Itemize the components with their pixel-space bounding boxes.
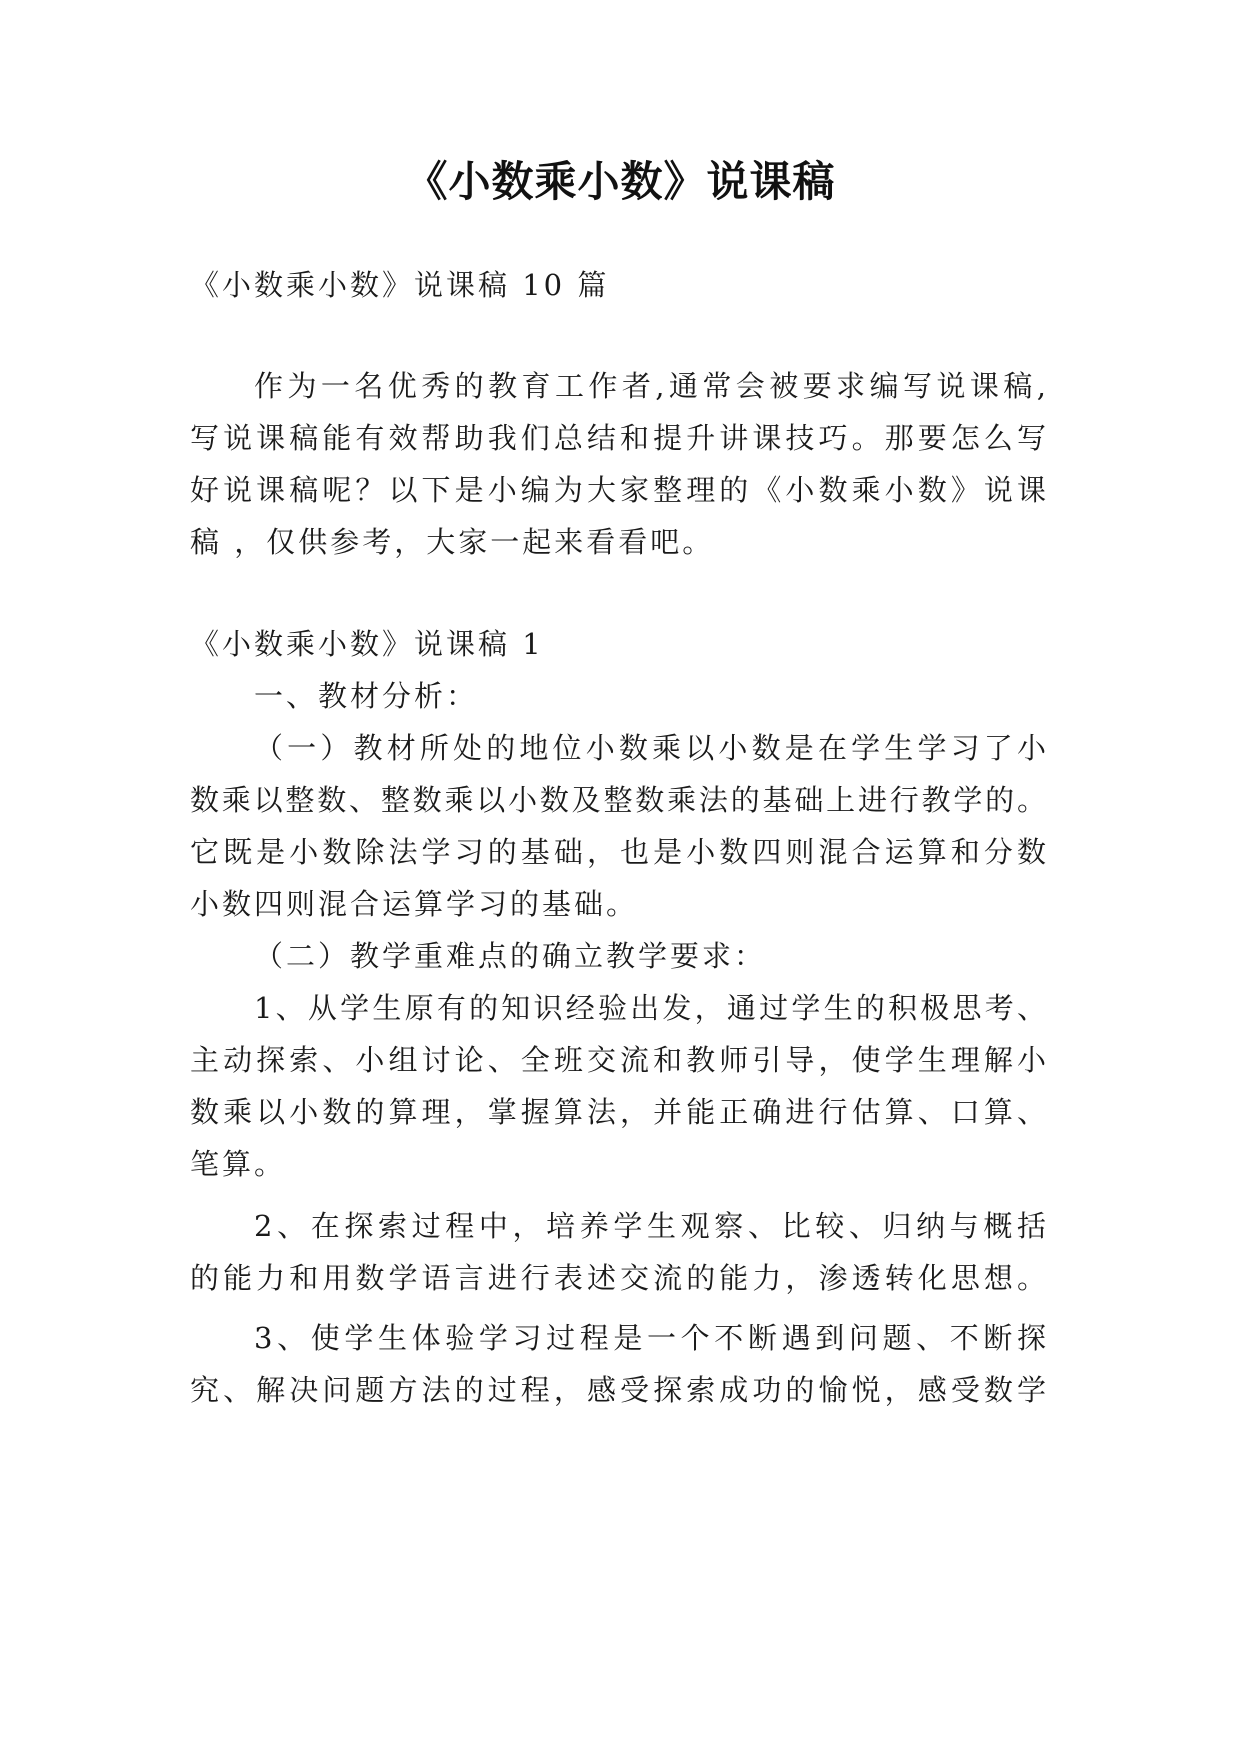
item-2-line-1: 2、在探索过程中，培养学生观察、比较、归纳与概括 bbox=[254, 1209, 1046, 1243]
item-3-line-1: 3、使学生体验学习过程是一个不断遇到问题、不断探 bbox=[254, 1321, 1046, 1355]
item-2-line-2: 的能力和用数学语言进行表述交流的能力，渗透转化思想。 bbox=[190, 1261, 1046, 1295]
intro-line-1: 作为一名优秀的教育工作者,通常会被要求编写说课稿, bbox=[254, 369, 1046, 403]
para-1-line-3: 它既是小数除法学习的基础，也是小数四则混合运算和分数 bbox=[190, 835, 1046, 869]
para-1-line-4: 小数四则混合运算学习的基础。 bbox=[190, 887, 639, 921]
section-heading: 《小数乘小数》说课稿 1 bbox=[190, 627, 544, 661]
item-1-line-3: 数乘以小数的算理，掌握算法，并能正确进行估算、口算、 bbox=[190, 1095, 1046, 1129]
heading-key-points: （二）教学重难点的确立教学要求： bbox=[254, 939, 767, 973]
item-3-line-2: 究、解决问题方法的过程，感受探索成功的愉悦，感受数学 bbox=[190, 1373, 1046, 1407]
item-1-line-1: 1、从学生原有的知识经验出发，通过学生的积极思考、 bbox=[254, 991, 1046, 1025]
para-1-line-1: （一）教材所处的地位小数乘以小数是在学生学习了小 bbox=[254, 731, 1046, 765]
intro-line-4: 稿 ，仅供参考，大家一起来看看吧。 bbox=[190, 525, 715, 559]
intro-line-3: 好说课稿呢？以下是小编为大家整理的《小数乘小数》说课 bbox=[190, 473, 1046, 507]
item-1-line-2: 主动探索、小组讨论、全班交流和教师引导，使学生理解小 bbox=[190, 1043, 1046, 1077]
intro-line-2: 写说课稿能有效帮助我们总结和提升讲课技巧。那要怎么写 bbox=[190, 421, 1046, 455]
item-1-line-4: 笔算。 bbox=[190, 1147, 287, 1181]
document-title: 《小数乘小数》说课稿 bbox=[405, 157, 836, 206]
para-1-line-2: 数乘以整数、整数乘以小数及整数乘法的基础上进行教学的。 bbox=[190, 783, 1046, 817]
document-subtitle: 《小数乘小数》说课稿 10 篇 bbox=[190, 268, 610, 302]
heading-textbook-analysis: 一、教材分析： bbox=[254, 679, 479, 713]
